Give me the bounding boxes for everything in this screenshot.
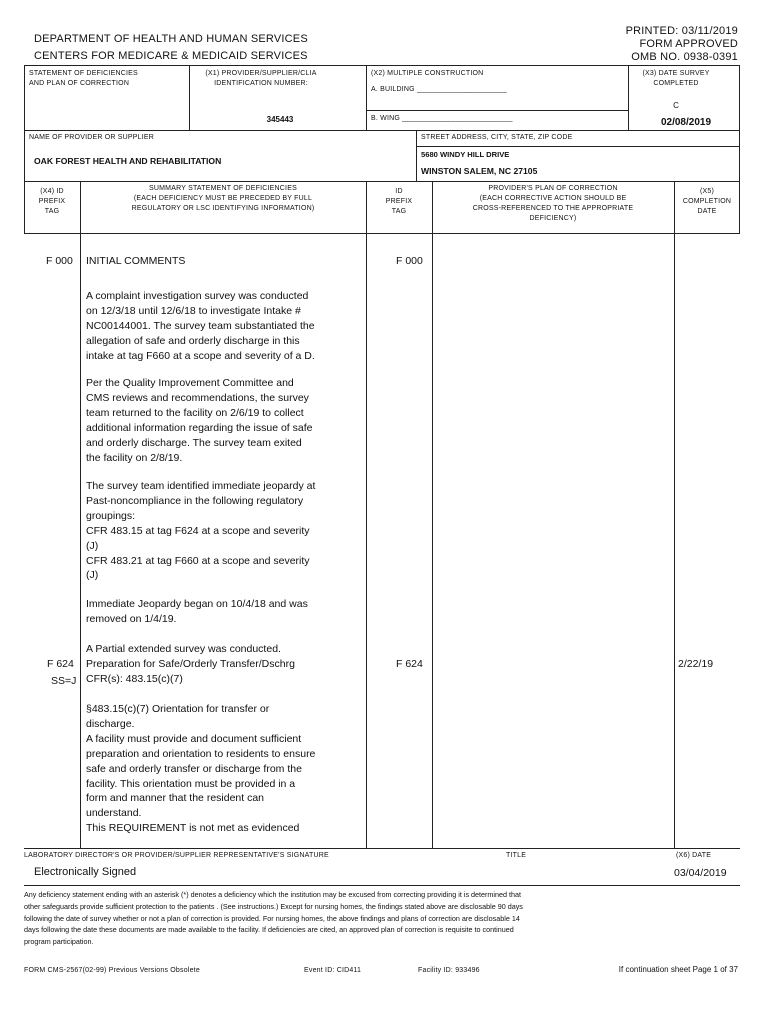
wing-label: B. WING ___________________________ — [371, 115, 513, 122]
completion-date: 2/22/19 — [678, 658, 714, 670]
provider-city: WINSTON SALEM, NC 27105 — [421, 166, 538, 176]
tag-f000-right: F 000 — [396, 255, 423, 267]
column-plan: PROVIDER'S PLAN OF CORRECTION (EACH CORRECTIVE ACTION SHOULD BE CROSS-REFERENCED TO THE APPROPRIATE DEFICIENCY) — [472, 185, 634, 222]
provider-number: 345443 — [266, 115, 294, 124]
x1-label: (X1) PROVIDER/SUPPLIER/CLIA IDENTIFICATION NUMBER: — [205, 70, 317, 87]
regulation-text: §483.15(c)(7) Orientation for transfer or discharge. A facility must provide and document sufficient preparation and orientation to residents to ensure safe and orderly transfer or discharge from the facility. This orientation must be provided in a form and manner that the resident can understand. This REQUIREMENT is not met as evidenced — [86, 703, 316, 835]
event-id: Event ID: CID411 — [304, 967, 362, 974]
provider-name-label: NAME OF PROVIDER OR SUPPLIER — [29, 134, 155, 141]
initial-comments-heading: INITIAL COMMENTS — [86, 255, 186, 267]
regulation-title: Preparation for Safe/Orderly Transfer/Dschrg CFR(s): 483.15(c)(7) — [86, 658, 295, 685]
x2-label: (X2) MULTIPLE CONSTRUCTION — [371, 70, 484, 77]
statement-label: STATEMENT OF DEFICIENCIES AND PLAN OF CORRECTION — [29, 70, 138, 87]
form-number: FORM CMS-2567(02-99) Previous Versions Obsolete — [24, 967, 200, 974]
agency-name: DEPARTMENT OF HEALTH AND HUMAN SERVICES — [34, 33, 308, 45]
signature-label: LABORATORY DIRECTOR'S OR PROVIDER/SUPPLIER REPRESENTATIVE'S SIGNATURE — [24, 852, 329, 859]
printed-date: PRINTED: 03/11/2019 — [625, 25, 738, 37]
signature-value: Electronically Signed — [34, 866, 137, 878]
address-label: STREET ADDRESS, CITY, STATE, ZIP CODE — [421, 134, 573, 141]
scope-severity: SS=J — [51, 675, 77, 687]
column-summary: SUMMARY STATEMENT OF DEFICIENCIES (EACH DEFICIENCY MUST BE PRECEDED BY FULL REGULATORY OR LSC IDENTIFYING INFORMATION) — [131, 185, 315, 212]
page-counter: If continuation sheet Page 1 of 37 — [618, 965, 738, 974]
comment-paragraph: A Partial extended survey was conducted. — [86, 643, 281, 655]
form-approved: FORM APPROVED — [639, 38, 738, 50]
omb-number: OMB NO. 0938-0391 — [631, 51, 738, 63]
column-x5-date: (X5) COMPLETION DATE — [682, 188, 732, 215]
column-id-prefix: ID PREFIX TAG — [385, 188, 413, 215]
tag-f624: F 624 — [47, 658, 74, 670]
comment-paragraph: Per the Quality Improvement Committee and CMS reviews and recommendations, the survey team returned to the facility on 2/6/19 to collect additional information regarding the issue of safe and orderly discharge. The survey team exited the facility on 2/8/19. — [86, 377, 313, 464]
signature-date: 03/04/2019 — [674, 867, 727, 879]
facility-id: Facility ID: 933496 — [418, 967, 480, 974]
comment-paragraph: The survey team identified immediate jeopardy at Past-noncompliance in the following regulatory groupings: CFR 483.15 at tag F624 at a scope and severity (J) CFR 483.21 at tag F660 at a scope and severity (J) — [86, 480, 316, 582]
provider-street: 5680 WINDY HILL DRIVE — [421, 150, 510, 159]
title-label: TITLE — [506, 852, 527, 859]
building-label: A. BUILDING ______________________ — [371, 86, 508, 93]
tag-f624-right: F 624 — [396, 658, 423, 670]
date-label: (X6) DATE — [676, 852, 712, 859]
survey-type-code: C — [673, 101, 679, 110]
survey-completed-date: 02/08/2019 — [660, 117, 712, 128]
disclaimer: Any deficiency statement ending with an asterisk (*) denotes a deficiency which the institution may be excused from correcting providing it is determined that other safeguards provide sufficient protection to the patients . (See instructions.) Except for nursing homes, the findings stated above are disclosable 90 days following the date of survey whether or not a plan of correction is provided. For nursing homes, the above findings and plans of correction are disclosable 14 days following the date these documents are made available to the facility. If deficiencies are cited, an approved plan of correction is requisite to continued program participation. — [24, 890, 523, 947]
provider-name: OAK FOREST HEALTH AND REHABILITATION — [34, 156, 222, 166]
x3-label: (X3) DATE SURVEY COMPLETED — [642, 70, 710, 87]
agency-subname: CENTERS FOR MEDICARE & MEDICAID SERVICES — [34, 50, 308, 62]
tag-f000: F 000 — [46, 255, 73, 267]
comment-paragraph: A complaint investigation survey was conducted on 12/3/18 until 12/6/18 to investigate Intake # NC00144001. The survey team substantiated the allegation of safe and orderly discharge in this intake at tag F660 at a scope and severity of a D. — [86, 290, 315, 362]
comment-paragraph: Immediate Jeopardy began on 10/4/18 and was removed on 1/4/19. — [86, 598, 308, 625]
column-x4-prefix: (X4) ID PREFIX TAG — [38, 188, 66, 215]
